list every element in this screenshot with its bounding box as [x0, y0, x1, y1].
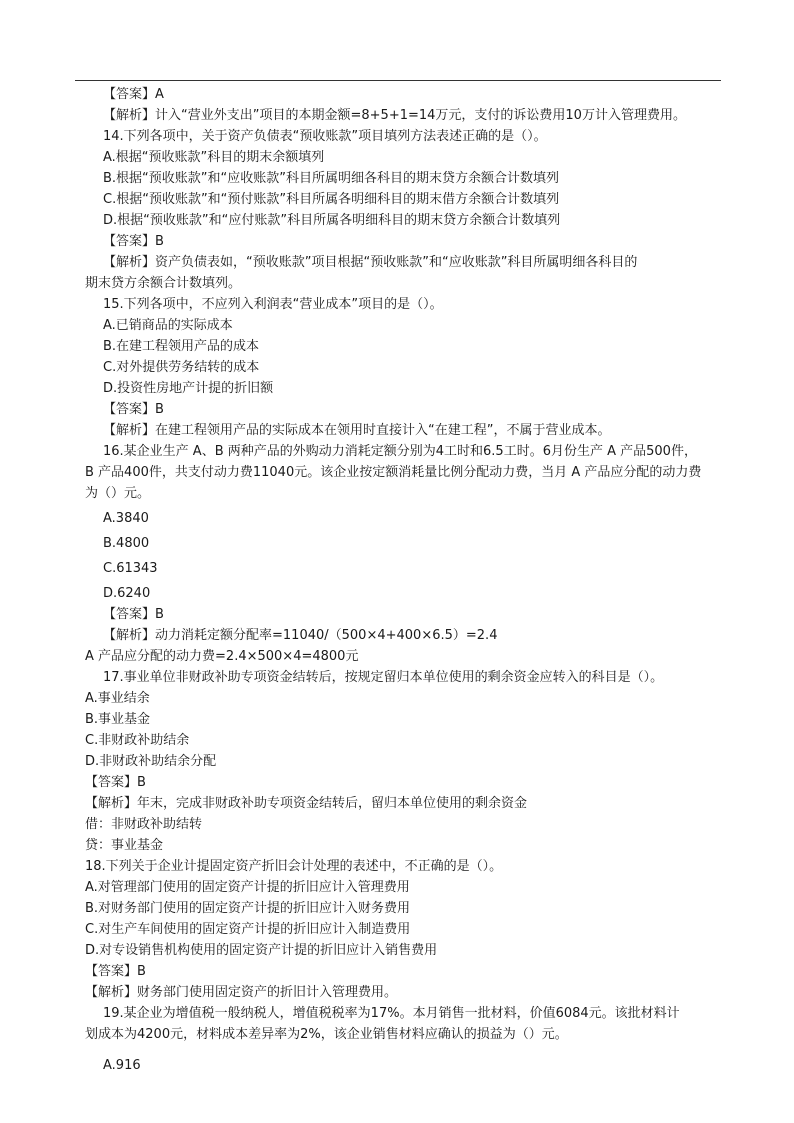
question-16-stem-continuation: 为（）元。: [85, 486, 151, 501]
question-14-stem: 14.下列各项中，关于资产负债表“预收账款”项目填列方法表述正确的是（）。: [103, 129, 547, 144]
question-16-stem-continuation: B 产品400件，共支付动力费11040元。该企业按定额消耗量比例分配动力费，当月 A 产品应分配的动力费: [85, 465, 702, 480]
question-17-stem: 17.事业单位非财政补助专项资金结转后，按规定留归本单位使用的剩余资金应转入的科目是（）。: [103, 670, 664, 685]
option-a: A.3840: [103, 511, 149, 526]
journal-entry-credit: 贷：事业基金: [85, 838, 164, 853]
analysis-line: 【解析】计入“营业外支出”项目的本期金额=8+5+1=14万元，支付的诉讼费用10万计入管理费用。: [103, 108, 686, 123]
answer-line: 【答案】B: [103, 607, 164, 622]
answer-line: 【答案】A: [103, 87, 164, 102]
option-b: B.4800: [103, 536, 150, 551]
option-b: B.根据“预收账款”和“应收账款”科目所属明细各科目的期末贷方余额合计数填列: [103, 171, 559, 186]
analysis-continuation: 期末贷方余额合计数填列。: [85, 276, 242, 291]
option-a: A.根据“预收账款”科目的期末余额填列: [103, 150, 325, 165]
question-15-stem: 15.下列各项中，不应列入利润表“营业成本”项目的是（）。: [103, 297, 443, 312]
option-c: C.对外提供劳务结转的成本: [103, 360, 260, 375]
header-rule: [75, 80, 721, 81]
analysis-line: 【解析】动力消耗定额分配率=11040/（500×4+400×6.5）=2.4: [103, 628, 498, 643]
analysis-line: 【解析】财务部门使用固定资产的折旧计入管理费用。: [85, 985, 398, 1000]
analysis-line: 【解析】资产负债表如，“预收账款”项目根据“预收账款”和“应收账款”科目所属明细各科目的: [103, 255, 638, 270]
option-d: D.投资性房地产计提的折旧额: [103, 381, 274, 396]
question-19-stem-continuation: 划成本为4200元，材料成本差异率为2%，该企业销售材料应确认的损益为（）元。: [85, 1027, 568, 1042]
analysis-continuation: A 产品应分配的动力费=2.4×500×4=4800元: [85, 649, 359, 664]
analysis-line: 【解析】年末，完成非财政补助专项资金结转后，留归本单位使用的剩余资金: [85, 796, 528, 811]
option-a: A.916: [103, 1058, 141, 1073]
option-d: D.对专设销售机构使用的固定资产计提的折旧应计入销售费用: [85, 943, 438, 958]
option-b: B.在建工程领用产品的成本: [103, 339, 260, 354]
answer-line: 【答案】B: [103, 402, 164, 417]
option-d: D.非财政补助结余分配: [85, 754, 217, 769]
document-body: [85, 84, 721, 1076]
option-c: C.61343: [103, 561, 158, 576]
option-a: A.事业结余: [85, 691, 150, 706]
option-d: D.根据“预收账款”和“应付账款”科目所属各明细科目的期末贷方余额合计数填列: [103, 213, 561, 228]
journal-entry-debit: 借：非财政补助结转: [85, 817, 203, 832]
option-c: C.对生产车间使用的固定资产计提的折旧应计入制造费用: [85, 922, 411, 937]
analysis-line: 【解析】在建工程领用产品的实际成本在领用时直接计入“在建工程”，不属于营业成本。: [103, 423, 611, 438]
option-a: A.对管理部门使用的固定资产计提的折旧应计入管理费用: [85, 880, 410, 895]
answer-line: 【答案】B: [85, 964, 146, 979]
option-b: B.对财务部门使用的固定资产计提的折旧应计入财务费用: [85, 901, 411, 916]
option-b: B.事业基金: [85, 712, 151, 727]
option-c: C.根据“预收账款”和“预付账款”科目所属各明细科目的期末借方余额合计数填列: [103, 192, 560, 207]
option-c: C.非财政补助结余: [85, 733, 190, 748]
answer-line: 【答案】B: [85, 775, 146, 790]
question-18-stem: 18.下列关于企业计提固定资产折旧会计处理的表述中，不正确的是（）。: [85, 859, 503, 874]
answer-line: 【答案】B: [103, 234, 164, 249]
option-a: A.已销商品的实际成本: [103, 318, 233, 333]
option-d: D.6240: [103, 586, 151, 601]
question-19-stem: 19.某企业为增值税一般纳税人，增值税税率为17%。本月销售一批材料，价值6084元。该批材料计: [103, 1006, 680, 1021]
question-16-stem: 16.某企业生产 A、B 两种产品的外购动力消耗定额分别为4工时和6.5工时。6月份生产 A 产品500件，: [103, 444, 697, 459]
